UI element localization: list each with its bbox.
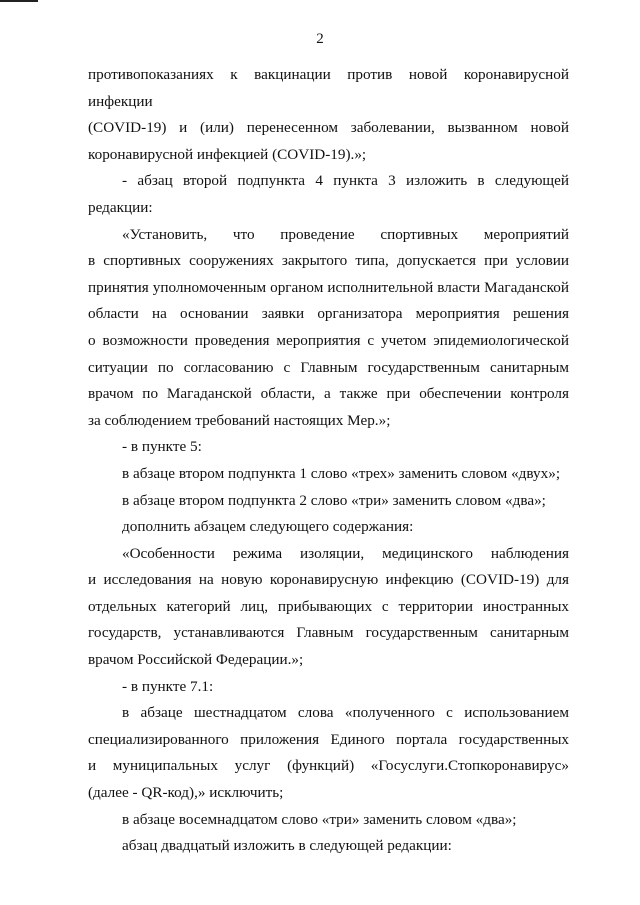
paragraph-line: - в пункте 7.1: xyxy=(122,677,214,695)
paragraph-line: редакции: xyxy=(88,198,153,216)
paragraph xyxy=(88,62,569,168)
paragraph-line: врачом Российской Федерации.»; xyxy=(88,651,304,669)
paragraph xyxy=(88,434,569,461)
paragraph-line: абзац двадцатый изложить в следующей редакции: xyxy=(122,837,452,855)
paragraph-line: специализированного приложения Единого портала государственных xyxy=(88,730,569,748)
paragraph-line: государств, устанавливаются Главным государственным санитарным xyxy=(88,624,569,642)
paragraph-line: «Особенности режима изоляции, медицинского наблюдения xyxy=(122,544,569,562)
paragraph-line: в абзаце шестнадцатом слова «полученного с использованием xyxy=(122,704,569,722)
paragraph-line: - абзац второй подпункта 4 пункта 3 изложить в следующей xyxy=(122,172,569,190)
paragraph-line: принятия уполномоченным органом исполнительной власти Магаданской xyxy=(88,278,569,296)
paragraph xyxy=(88,222,569,435)
paragraph-line: области на основании заявки организатора мероприятия решения xyxy=(88,305,569,323)
document-body xyxy=(88,62,569,860)
scan-corner-mark xyxy=(0,0,38,2)
paragraph xyxy=(88,541,569,674)
paragraph-line: отдельных категорий лиц, прибывающих с территории иностранных xyxy=(88,597,569,615)
paragraph xyxy=(88,461,569,488)
paragraph-line: в абзаце втором подпункта 1 слово «трех» заменить словом «двух»; xyxy=(122,464,561,482)
paragraph-line: и муниципальных услуг (функций) «Госуслуги.Стопкоронавирус» xyxy=(88,757,569,775)
paragraph-line: в абзаце восемнадцатом слово «три» заменить словом «два»; xyxy=(122,810,517,828)
paragraph xyxy=(88,807,569,834)
paragraph-line: ситуации по согласованию с Главным государственным санитарным xyxy=(88,358,569,376)
paragraph-line: (COVID-19) и (или) перенесенном заболевании, вызванном новой xyxy=(88,119,569,137)
paragraph-line: в спортивных сооружениях закрытого типа, допускается при условии xyxy=(88,252,569,270)
paragraph-line: и исследования на новую коронавирусную инфекцию (COVID-19) для xyxy=(88,571,569,589)
paragraph xyxy=(88,674,569,701)
paragraph-line: в абзаце втором подпункта 2 слово «три» заменить словом «два»; xyxy=(122,491,546,509)
paragraph-line: коронавирусной инфекцией (COVID-19).»; xyxy=(88,145,367,163)
paragraph-line: противопоказаниях к вакцинации против новой коронавирусной инфекции xyxy=(88,66,569,110)
page-number: 2 xyxy=(316,31,324,47)
paragraph xyxy=(88,168,569,221)
paragraph-line: врачом по Магаданской области, а также при обеспечении контроля xyxy=(88,385,569,403)
paragraph-line: дополнить абзацем следующего содержания: xyxy=(122,518,414,536)
paragraph-line: «Установить, что проведение спортивных мероприятий xyxy=(122,225,569,243)
paragraph xyxy=(88,700,569,806)
paragraph-line: за соблюдением требований настоящих Мер.»; xyxy=(88,411,391,429)
paragraph-line: - в пункте 5: xyxy=(122,438,202,456)
paragraph xyxy=(88,833,569,860)
paragraph-line: (далее - QR-код),» исключить; xyxy=(88,784,284,802)
paragraph xyxy=(88,488,569,515)
paragraph xyxy=(88,514,569,541)
paragraph-line: о возможности проведения мероприятия с учетом эпидемиологической xyxy=(88,331,569,349)
